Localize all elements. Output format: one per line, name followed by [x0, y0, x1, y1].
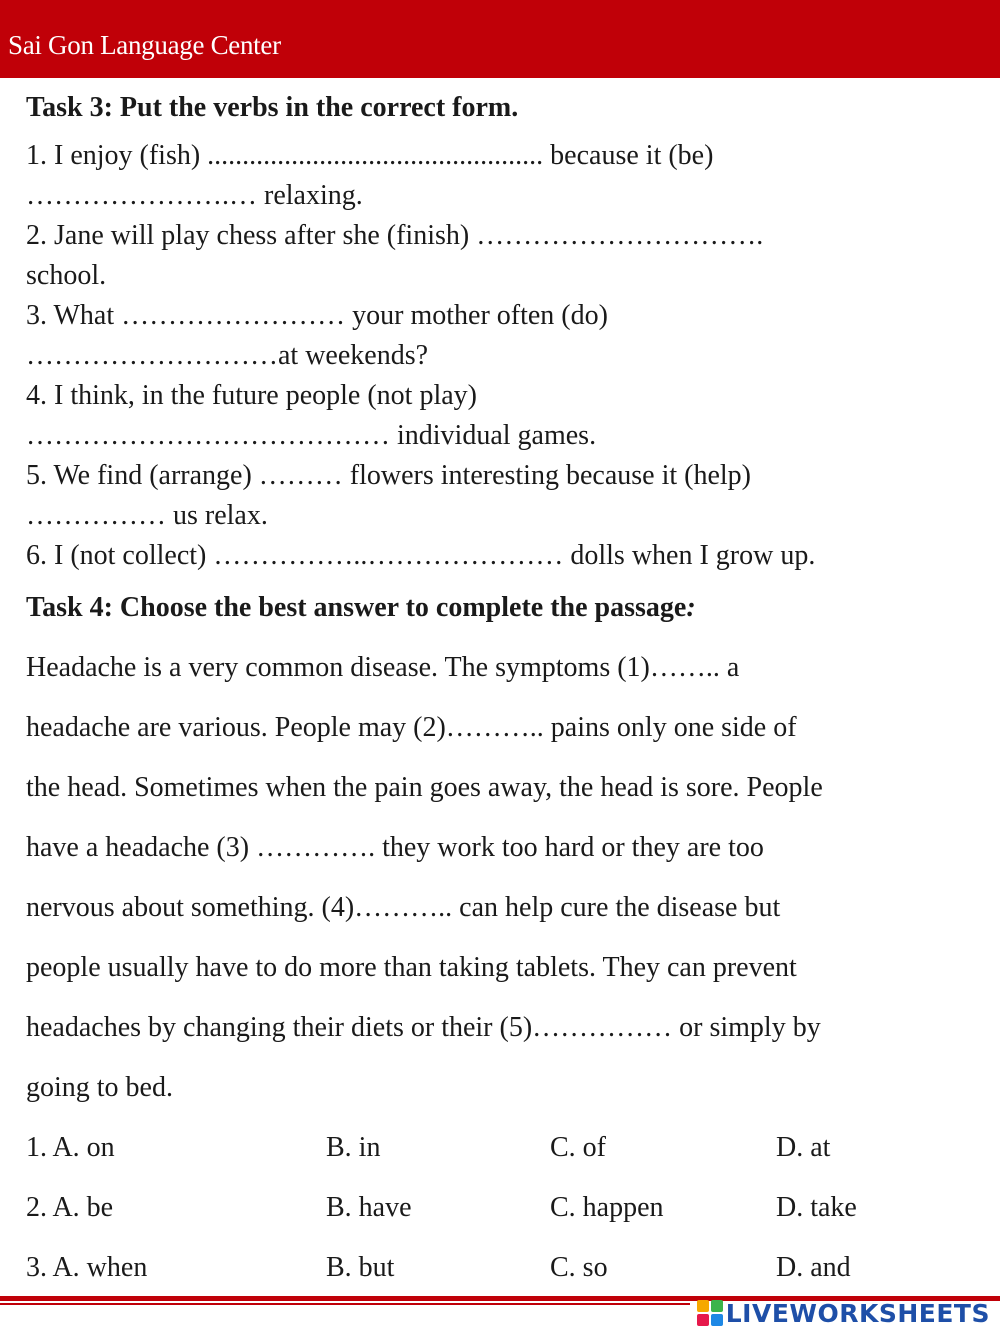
option-b: B. in [326, 1132, 381, 1163]
header-bar [0, 0, 1000, 78]
task3-line: ………………………at weekends? [26, 340, 429, 371]
center-name: Sai Gon Language Center [8, 30, 281, 60]
task3-line: ………………….… relaxing. [26, 180, 363, 211]
option-a: 1. A. on [26, 1132, 115, 1163]
passage-line: going to bed. [26, 1072, 173, 1103]
option-row [26, 1192, 996, 1232]
task4-heading-text: Task 4: Choose the best answer to complete the passage [26, 592, 687, 623]
option-c: C. happen [550, 1192, 664, 1223]
passage-line: the head. Sometimes when the pain goes away, the head is sore. People [26, 772, 823, 803]
option-b: B. have [326, 1192, 412, 1223]
option-c: C. of [550, 1132, 606, 1163]
task3-line: 2. Jane will play chess after she (finish) …………………………. [26, 220, 764, 251]
option-d: D. take [776, 1192, 857, 1223]
task3-line: 5. We find (arrange) ……… flowers interesting because it (help) [26, 460, 751, 491]
option-b: B. but [326, 1252, 395, 1283]
task3-line: 4. I think, in the future people (not play) [26, 380, 477, 411]
option-a: 2. A. be [26, 1192, 114, 1223]
passage-line: Headache is a very common disease. The symptoms (1)…….. a [26, 652, 740, 683]
option-a: 3. A. when [26, 1252, 148, 1283]
passage-line: people usually have to do more than taking tablets. They can prevent [26, 952, 797, 983]
option-d: D. and [776, 1252, 851, 1283]
liveworksheets-logo-icon [696, 1299, 724, 1327]
passage-line: headaches by changing their diets or their (5)…………… or simply by [26, 1012, 821, 1043]
option-d: D. at [776, 1132, 831, 1163]
passage-line: have a headache (3) …………. they work too hard or they are too [26, 832, 764, 863]
task4-heading-colon: : [686, 592, 696, 623]
task3-line: 1. I enjoy (fish) ................................................ because it (be) [26, 140, 714, 171]
footer-divider-thin [0, 1303, 690, 1305]
task3-line: ………………………………… individual games. [26, 420, 597, 451]
option-c: C. so [550, 1252, 608, 1283]
task3-line: …………… us relax. [26, 500, 268, 531]
task3-heading: Task 3: Put the verbs in the correct form. [26, 92, 519, 123]
passage-line: nervous about something. (4)……….. can help cure the disease but [26, 892, 781, 923]
option-row [26, 1252, 996, 1292]
task3-line: 6. I (not collect) ……………..………………… dolls when I grow up. [26, 540, 816, 571]
brand-name: LIVEWORKSHEETS [725, 1298, 990, 1328]
task4-heading [26, 592, 696, 624]
task3-line: 3. What …………………… your mother often (do) [26, 300, 608, 331]
liveworksheets-brand[interactable] [696, 1298, 990, 1328]
task3-line: school. [26, 260, 107, 291]
option-row [26, 1132, 996, 1172]
passage-line: headache are various. People may (2)……….. pains only one side of [26, 712, 797, 743]
